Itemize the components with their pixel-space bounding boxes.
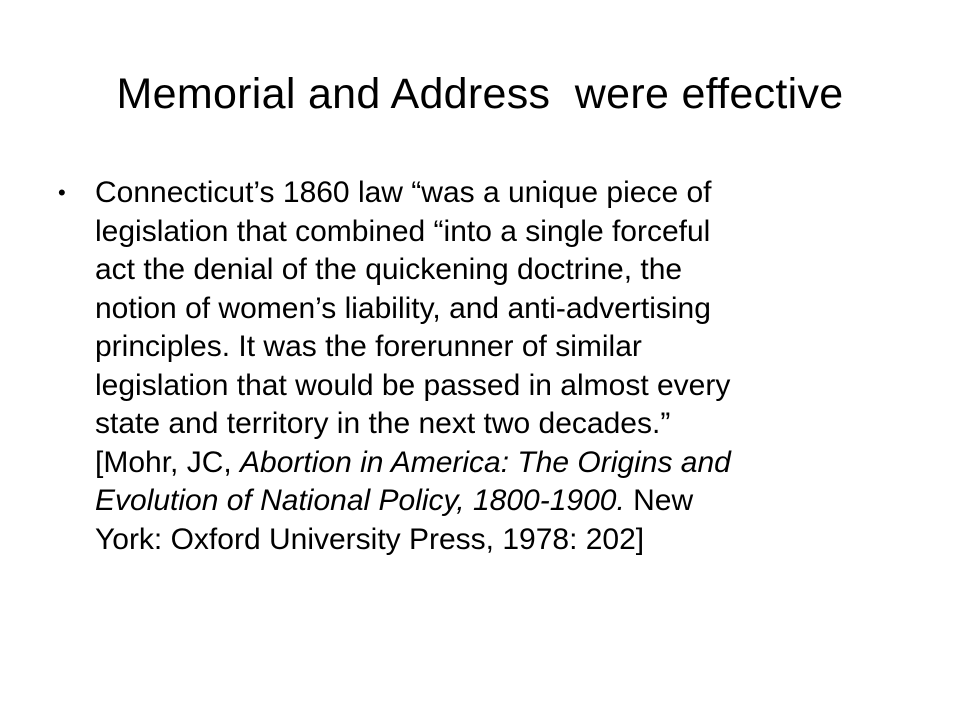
quote-line: legislation that would be passed in almost every (95, 368, 731, 402)
bullet-list (58, 174, 908, 559)
quote-line: Connecticut’s 1860 law “was a unique piece of (95, 176, 712, 209)
bullet-item (58, 174, 908, 559)
citation-line (95, 444, 908, 483)
quote-line: notion of women’s liability, and anti-advertising (95, 291, 711, 325)
citation-book-title: Abortion in America: The Origins and (240, 445, 731, 479)
slide-title: Memorial and Address were effective (116, 70, 844, 118)
quote-line: act the denial of the quickening doctrine, the (95, 253, 683, 286)
citation-prefix: [Mohr, JC, (95, 445, 241, 479)
bullet-dot-icon: • (58, 180, 66, 205)
citation-publisher: New (624, 484, 694, 517)
quote-line: principles. It was the forerunner of similar (95, 330, 642, 363)
quote-line: state and territory in the next two decades.” (95, 407, 671, 440)
citation-line (95, 482, 908, 521)
citation-book-title: Evolution of National Policy, 1800-1900. (95, 484, 625, 517)
quote-line: legislation that combined “into a single forceful (95, 214, 711, 248)
citation-line: York: Oxford University Press, 1978: 202] (95, 522, 645, 556)
